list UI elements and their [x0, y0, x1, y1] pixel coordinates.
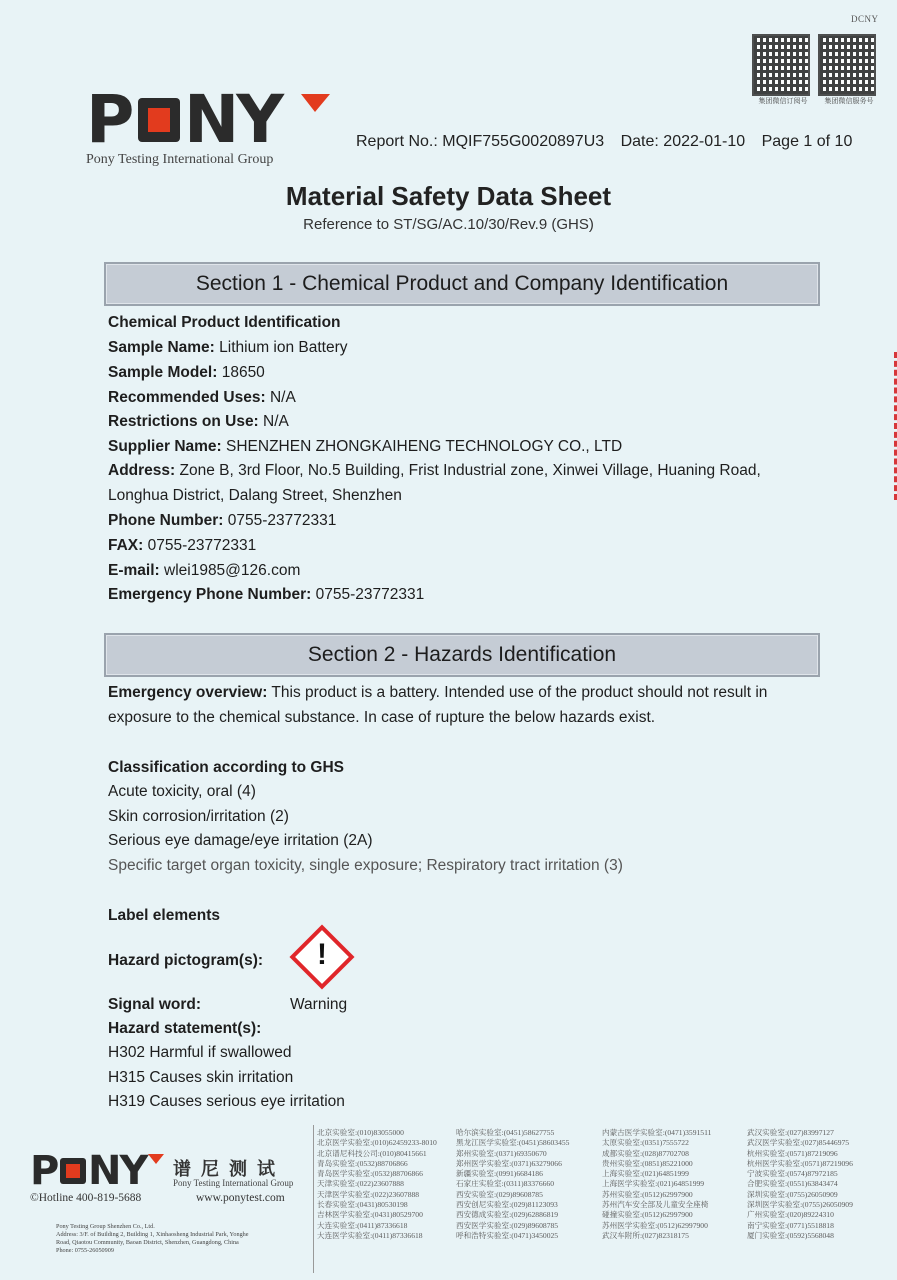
svg-text:P: P — [30, 1152, 58, 1186]
section-1-heading: Section 1 - Chemical Product and Company Identification — [104, 262, 820, 306]
classification-item: Acute toxicity, oral (4) — [108, 783, 256, 800]
document-code: DCNY — [851, 14, 879, 24]
ghs-classification-heading: Classification according to GHS — [108, 759, 344, 776]
page-title: Material Safety Data Sheet — [285, 181, 612, 211]
svg-text:NY: NY — [184, 90, 282, 146]
qr-caption: 集团微信订阅号 — [758, 98, 808, 105]
svg-text:P: P — [86, 90, 132, 146]
classification-item: Serious eye damage/eye irritation (2A) — [108, 832, 373, 849]
copyright-icon: © — [30, 1192, 39, 1204]
label-elements-heading: Label elements — [108, 907, 220, 924]
hazard-statement: H315 Causes skin irritation — [108, 1069, 294, 1086]
company-logo — [86, 90, 331, 151]
hazard-statement: H302 Harmful if swallowed — [108, 1044, 292, 1061]
footer-hotline: ©Hotline 400-819-5688 — [30, 1192, 142, 1204]
section-2-heading: Section 2 - Hazards Identification — [104, 633, 820, 677]
footer-logo — [30, 1152, 165, 1191]
qr-code-icon — [752, 34, 810, 96]
footer-company-address: Pony Testing Group Shenzhen Co., Ltd. Address: 3/F. of Building 2, Building 1, Xinhaosheng Industrial Park, Yonghe Road, Qiaotou Community, Baoan District, Shenzhen, Guangdong, China Phone: 0755-26050909 — [56, 1223, 249, 1254]
date-value: 2022-01-10 — [663, 133, 746, 150]
hazard-statement: H319 Causes serious eye irritation — [108, 1093, 345, 1110]
footer-website[interactable]: www.ponytest.com — [196, 1192, 285, 1204]
signal-word-value: Warning — [290, 996, 348, 1013]
field-address-continued: Longhua District, Dalang Street, Shenzhen — [108, 487, 402, 504]
hazard-pictogram-label: Hazard pictogram(s): — [108, 952, 264, 969]
svg-text:NY: NY — [88, 1152, 147, 1186]
date-label: Date: — [620, 133, 659, 150]
qr-caption: 集团微信服务号 — [824, 98, 874, 105]
field-fax: FAX: 0755-23772331 — [108, 537, 257, 554]
lab-column-3: 内蒙古医学实验室:(0471)3591511 太原实验室:(0351)7555722 成都实验室:(028)87702708 贵州实验室:(0851)85221000 上海实验室:(021)64851999 上海医学实验室:(021)64851999 苏州实验室:(0512)62997900 苏州汽车安全部及儿童安全座椅 碰撞实验室:(0512)62997900 苏州医学实验室:(0512)62997900 武汉车附所:(027)82318175 — [602, 1128, 712, 1240]
footer-tagline: Pony Testing International Group — [173, 1178, 294, 1188]
field-supplier-name: Supplier Name: SHENZHEN ZHONGKAIHENG TECHNOLOGY CO., LTD — [108, 438, 623, 455]
field-sample-model: Sample Model: 18650 — [108, 364, 265, 381]
classification-item: Specific target organ toxicity, single exposure; Respiratory tract irritation (3) — [108, 857, 623, 874]
qr-code-subscription — [752, 34, 814, 106]
page-subtitle: Reference to ST/SG/AC.10/30/Rev.9 (GHS) — [303, 216, 594, 233]
field-restrictions-on-use: Restrictions on Use: N/A — [108, 413, 289, 430]
pony-logo-mark — [86, 90, 331, 146]
report-no: MQIF755G0020897U3 — [442, 133, 605, 150]
qr-code-icon — [818, 34, 876, 96]
emergency-overview-line-2: exposure to the chemical substance. In case of rupture the below hazards exist. — [108, 709, 656, 726]
logo-tagline: Pony Testing International Group — [86, 152, 274, 167]
qr-code-service — [818, 34, 880, 106]
hazard-statements-label: Hazard statement(s): — [108, 1020, 262, 1037]
report-meta — [356, 133, 852, 151]
field-sample-name: Sample Name: Lithium ion Battery — [108, 339, 348, 356]
footer-divider — [313, 1125, 314, 1273]
field-address: Address: Zone B, 3rd Floor, No.5 Building, Frist Industrial zone, Xinwei Village, Huaning Road, — [108, 462, 761, 479]
page-number: Page 1 of 10 — [761, 133, 853, 150]
footer-chinese-name: 谱尼测试 — [173, 1159, 285, 1180]
exclamation-hazard-icon: ! — [297, 932, 347, 982]
emergency-overview-line-1: Emergency overview: This product is a battery. Intended use of the product should not result in — [108, 684, 768, 701]
lab-column-4: 武汉实验室:(027)83997127 武汉医学实验室:(027)85446975 杭州实验室:(0571)87219096 杭州医学实验室:(0571)87219096 宁波实验室:(0574)87972185 合肥实验室:(0551)63843474 深圳实验室:(0755)26050909 深圳医学实验室:(0755)26050909 广州实验室:(020)89224310 南宁实验室:(0771)5518818 厦门实验室:(0592)5568048 — [747, 1128, 853, 1240]
pony-footer-logo-mark — [30, 1152, 165, 1186]
field-phone-number: Phone Number: 0755-23772331 — [108, 512, 337, 529]
classification-item: Skin corrosion/irritation (2) — [108, 808, 289, 825]
field-email: E-mail: wlei1985@126.com — [108, 562, 301, 579]
red-seal-stamp — [888, 352, 897, 500]
field-emergency-phone: Emergency Phone Number: 0755-23772331 — [108, 586, 425, 603]
chemical-product-identification-heading: Chemical Product Identification — [108, 314, 341, 331]
field-recommended-uses: Recommended Uses: N/A — [108, 389, 296, 406]
lab-column-2: 哈尔滨实验室:(0451)58627755 黑龙江医学实验室:(0451)58603455 郑州实验室:(0371)69350670 郑州医学实验室:(0371)63279066 新疆实验室:(0991)6684186 石家庄实验室:(0311)83376660 西安实验室:(029)89608785 西安创尼实验室:(029)81123093 西安德成实验室:(029)62886819 西安医学实验室:(029)89608785 呼和浩特实验室:(0471)3450025 — [456, 1128, 570, 1240]
lab-column-1: 北京实验室:(010)83055000 北京医学实验室:(010)62459233-8010 北京谱尼科技公司:(010)80415661 青岛实验室:(0532)88706866 青岛医学实验室:(0532)88706866 天津实验室:(022)23607888 天津医学实验室:(022)23607888 长春实验室:(0431)80530198 吉林医学实验室:(0431)80529700 大连实验室:(0411)87336618 大连医学实验室:(0411)87336618 — [317, 1128, 437, 1240]
signal-word-label: Signal word: — [108, 996, 201, 1013]
report-no-label: Report No.: — [356, 133, 438, 150]
